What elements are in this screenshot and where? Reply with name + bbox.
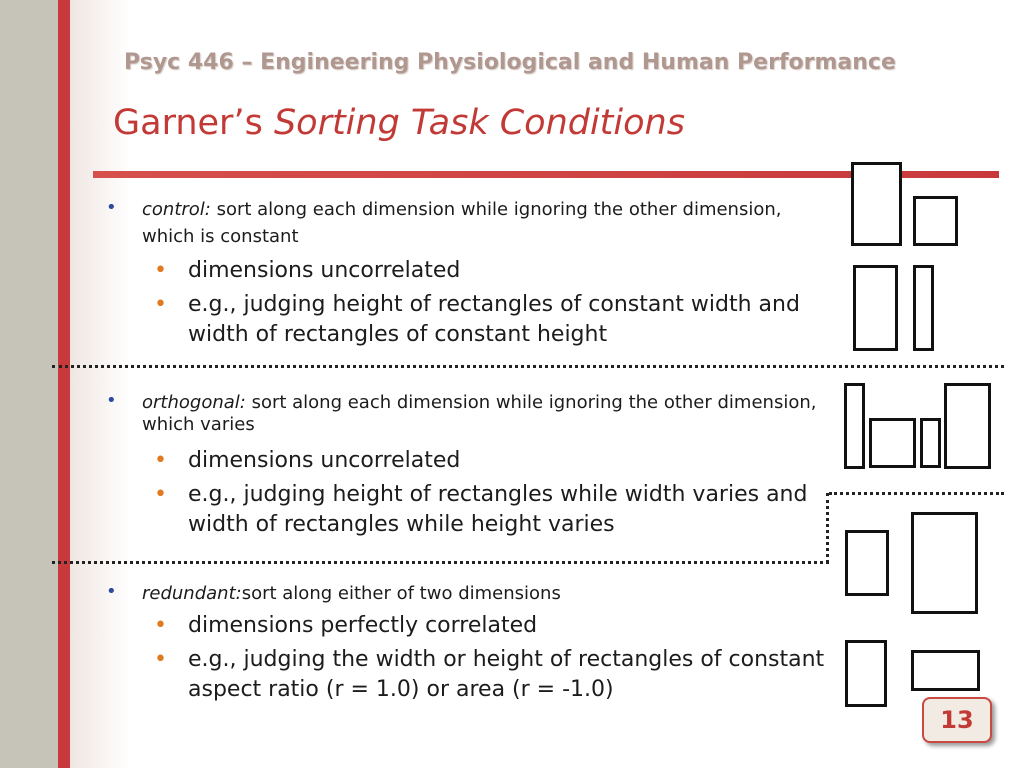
course-title: Psyc 446 – Engineering Physiological and Human Performance <box>124 50 896 75</box>
sub-bullet-text: e.g., judging the width or height of rectangles of constant aspect ratio (r = 1.0) or area (r = -1.0) <box>188 647 825 702</box>
round-dot-icon: • <box>154 647 167 672</box>
sub-bullet <box>106 480 831 540</box>
round-dot-icon: • <box>106 197 117 218</box>
section-control <box>106 196 831 350</box>
rectangle-outline-icon <box>853 265 898 351</box>
main-bullet <box>106 392 831 436</box>
separator-orthogonal-redundant <box>52 561 829 564</box>
rectangle-outline-icon <box>869 418 916 468</box>
sub-bullet-text: dimensions uncorrelated <box>188 448 461 473</box>
rectangle-outline-icon <box>913 265 934 351</box>
term-description: sort along each dimension while ignoring the other dimension, which is constant <box>142 199 782 247</box>
rectangle-outline-icon <box>845 530 889 596</box>
rectangle-outline-icon <box>844 383 865 469</box>
rectangle-outline-icon <box>911 512 978 614</box>
rectangle-outline-icon <box>845 640 887 707</box>
slide-title-plain: Garner’s <box>113 103 274 143</box>
round-dot-icon: • <box>106 390 117 411</box>
term-description: sort along each dimension while ignoring the other dimension, which varies <box>142 392 817 435</box>
round-dot-icon: • <box>154 448 167 473</box>
sub-bullet <box>106 446 831 476</box>
rectangle-outline-icon <box>944 383 991 469</box>
sidebar-red-band <box>58 0 70 768</box>
sub-bullet <box>106 290 831 350</box>
slide-title <box>113 103 685 143</box>
separator-step-vertical <box>826 493 829 563</box>
main-bullet <box>106 580 831 607</box>
page-number-badge: 13 <box>922 697 992 743</box>
term-description: sort along either of two dimensions <box>241 583 561 604</box>
sub-bullet <box>106 256 831 286</box>
term-label: orthogonal: <box>142 392 246 413</box>
separator-right-step <box>829 492 1004 495</box>
separator-control-orthogonal <box>52 365 1004 368</box>
rectangle-outline-icon <box>920 418 941 468</box>
term-label: control: <box>142 199 211 220</box>
round-dot-icon: • <box>154 292 167 317</box>
sub-bullet-text: dimensions perfectly correlated <box>188 613 538 638</box>
round-dot-icon: • <box>154 613 167 638</box>
round-dot-icon: • <box>154 482 167 507</box>
round-dot-icon: • <box>106 581 117 602</box>
sub-bullet-text: dimensions uncorrelated <box>188 258 461 283</box>
rectangle-outline-icon <box>911 650 980 691</box>
section-redundant <box>106 580 831 705</box>
sidebar-gray-band <box>0 0 58 768</box>
main-bullet <box>106 196 831 250</box>
sub-bullet-text: e.g., judging height of rectangles of constant width and width of rectangles of constant height <box>188 292 800 347</box>
sub-bullet <box>106 645 831 705</box>
sub-bullet-text: e.g., judging height of rectangles while width varies and width of rectangles while height varies <box>188 482 808 537</box>
section-orthogonal <box>106 392 831 540</box>
sub-bullet <box>106 611 831 641</box>
rectangle-outline-icon <box>913 196 958 246</box>
rectangle-outline-icon <box>851 162 902 246</box>
slide-title-italic: Sorting Task Conditions <box>273 103 685 143</box>
round-dot-icon: • <box>154 258 167 283</box>
term-label: redundant: <box>142 583 242 604</box>
